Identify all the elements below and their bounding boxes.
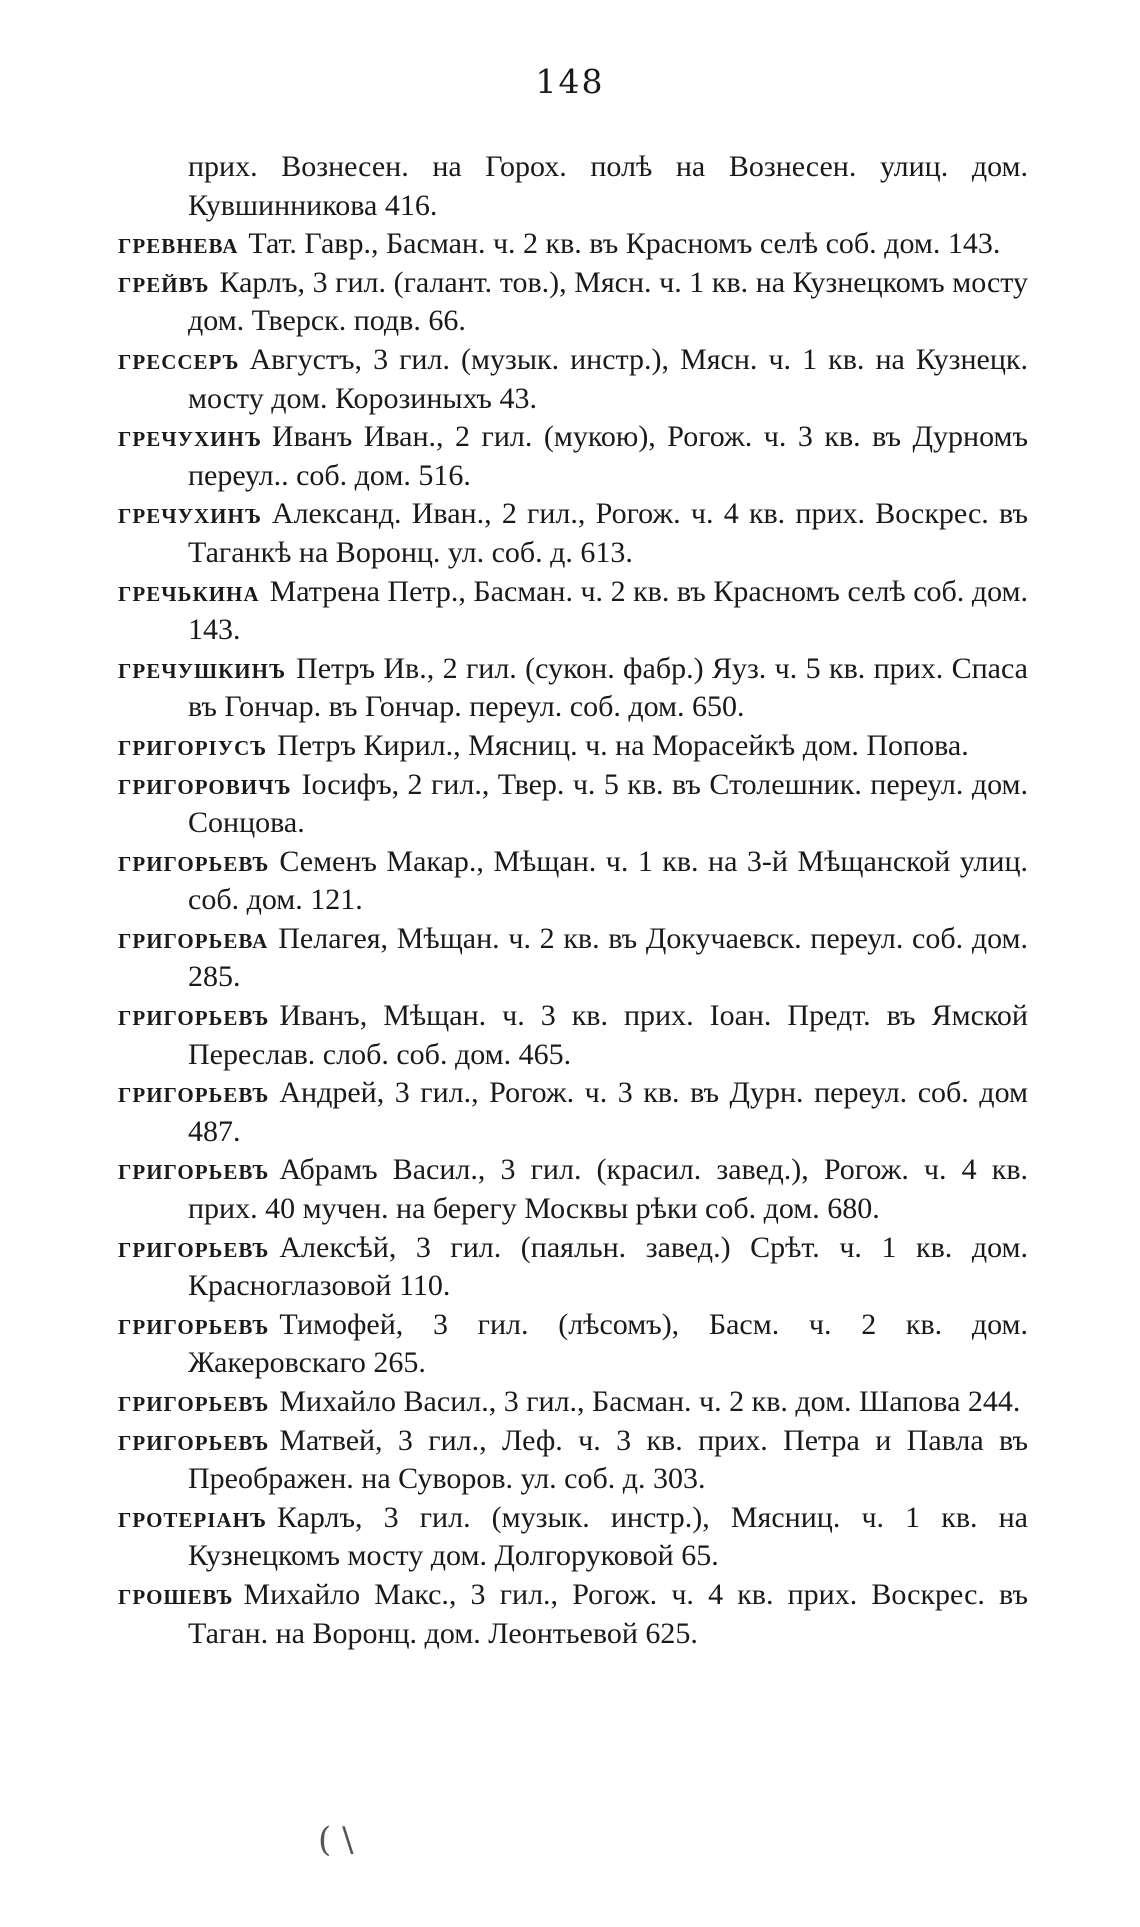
- entry-text: Петръ Ив., 2 гил. (сукон. фабр.) Яуз. ч. 5 кв. прих. Спаса въ Гончар. въ Гончар. переул. соб. дом. 650.: [188, 651, 1028, 724]
- entry-text: Иванъ, Мѣщан. ч. 3 кв. прих. Іоан. Предт. въ Ямской Переслав. слоб. соб. дом. 465.: [188, 999, 1028, 1071]
- entry-text: Абрамъ Васил., 3 гил. (красил. завед.), Рогож. ч. 4 кв. прих. 40 мучен. на берегу Москвы рѣки соб. дом. 680.: [188, 1153, 1028, 1226]
- entry-text: Матрена Петр., Басман. ч. 2 кв. въ Красномъ селѣ соб. дом. 143.: [188, 574, 1028, 647]
- entry-text: Петръ Кирил., Мясниц. ч. на Морасейкѣ дом. Попова.: [277, 728, 969, 762]
- entry-surname: григорьевъ: [118, 1153, 270, 1187]
- entry-surname: грейвъ: [118, 265, 210, 299]
- entry-surname: гречушкинъ: [118, 651, 287, 685]
- entry-surname: григоровичъ: [118, 767, 292, 801]
- entry-text: Александ. Иван., 2 гил., Рогож. ч. 4 кв. прих. Воскрес. въ Таганкѣ на Воронц. ул. соб. д. 613.: [188, 497, 1028, 569]
- entry-text: Алексѣй, 3 гил. (паяльн. завед.) Срѣт. ч. 1 кв. дом. Красноглазовой 110.: [188, 1230, 1028, 1303]
- directory-entry: [118, 341, 1028, 418]
- entry-surname: григорьевъ: [118, 999, 270, 1033]
- directory-entry: [118, 1576, 1028, 1653]
- entry-surname: григорьева: [118, 921, 269, 955]
- directory-entry: [118, 1499, 1028, 1576]
- entry-text: Іосифъ, 2 гил., Твер. ч. 5 кв. въ Столешник. переул. дом. Сонцова.: [188, 767, 1028, 840]
- entry-surname: григорьевъ: [118, 1307, 270, 1341]
- entry-text: Карлъ, 3 гил. (музык. инстр.), Мясниц. ч. 1 кв. на Кузнецкомъ мосту дом. Долгоруковой 65.: [188, 1500, 1028, 1573]
- entry-text: Иванъ Иван., 2 гил. (мукою), Рогож. ч. 3 кв. въ Дурномъ переул.. соб. дом. 516.: [188, 420, 1028, 492]
- directory-entries: [118, 148, 1028, 1653]
- entry-surname: грессеръ: [118, 342, 240, 376]
- entry-surname: григорьевъ: [118, 1423, 270, 1457]
- entry-surname: гречухинъ: [118, 497, 262, 531]
- directory-entry: [118, 920, 1028, 997]
- entry-surname: гречухинъ: [118, 420, 262, 454]
- entry-text: Матвей, 3 гил., Леф. ч. 3 кв. прих. Петра и Павла въ Преображен. на Суворов. ул. соб. д. 303.: [188, 1423, 1028, 1496]
- entry-text: Августъ, 3 гил. (музык. инстр.), Мясн. ч. 1 кв. на Кузнецк. мосту дом. Корозиныхъ 43.: [188, 342, 1028, 415]
- directory-entry: [118, 650, 1028, 727]
- directory-entry: [118, 418, 1028, 495]
- entry-text: Пелагея, Мѣщан. ч. 2 кв. въ Докучаевск. переул. соб. дом. 285.: [188, 921, 1028, 994]
- directory-entry: [118, 225, 1028, 264]
- entry-surname: гревнева: [118, 227, 239, 261]
- entry-text: Карлъ, 3 гил. (галант. тов.), Мясн. ч. 1 кв. на Кузнецкомъ мосту дом. Тверск. подв. 66.: [188, 265, 1028, 338]
- directory-entry: [118, 264, 1028, 341]
- entry-surname: григорьевъ: [118, 844, 270, 878]
- directory-entry: [118, 573, 1028, 650]
- directory-entry: [118, 1306, 1028, 1383]
- entry-surname: григорьевъ: [118, 1385, 270, 1418]
- directory-entry: [118, 1422, 1028, 1499]
- continuation-text: прих. Вознесен. на Горох. полѣ на Вознесен. улиц. дом. Кувшинникова 416.: [188, 150, 1028, 222]
- entry-surname: грошевъ: [118, 1577, 234, 1611]
- entry-text: Михайло Макс., 3 гил., Рогож. ч. 4 кв. прих. Воскрес. въ Таган. на Воронц. дом. Леонтьевой 625.: [188, 1577, 1028, 1650]
- entry-text: Тат. Гавр., Басман. ч. 2 кв. въ Красномъ селѣ соб. дом. 143.: [248, 227, 1001, 261]
- directory-entry: [118, 495, 1028, 572]
- directory-entry: [118, 766, 1028, 843]
- directory-entry: [118, 1383, 1028, 1422]
- handwritten-marks: ( \: [318, 1820, 354, 1860]
- entry-surname: гречькина: [118, 574, 260, 608]
- entry-text: Михайло Васил., 3 гил., Басман. ч. 2 кв. дом. Шапова 244.: [279, 1385, 1021, 1418]
- entry-surname: григоріусъ: [118, 728, 268, 762]
- entry-surname: григорьевъ: [118, 1076, 270, 1110]
- directory-entry: [118, 843, 1028, 920]
- entry-text: Тимофей, 3 гил. (лѣсомъ), Басм. ч. 2 кв. дом. Жакеровскаго 265.: [188, 1307, 1028, 1380]
- entry-text: Андрей, 3 гил., Рогож. ч. 3 кв. въ Дурн. переул. соб. дом 487.: [188, 1076, 1028, 1148]
- directory-entry: [118, 1074, 1028, 1151]
- entry-surname: гротеріанъ: [118, 1500, 267, 1534]
- directory-entry: [118, 1151, 1028, 1228]
- entry-text: Семенъ Макар., Мѣщан. ч. 1 кв. на 3-й Мѣщанской улиц. соб. дом. 121.: [188, 844, 1028, 917]
- entry-surname: григорьевъ: [118, 1230, 270, 1264]
- directory-entry: [118, 727, 1028, 766]
- page-number: 148: [535, 62, 605, 101]
- directory-entry: [118, 1229, 1028, 1306]
- directory-entry: [118, 997, 1028, 1074]
